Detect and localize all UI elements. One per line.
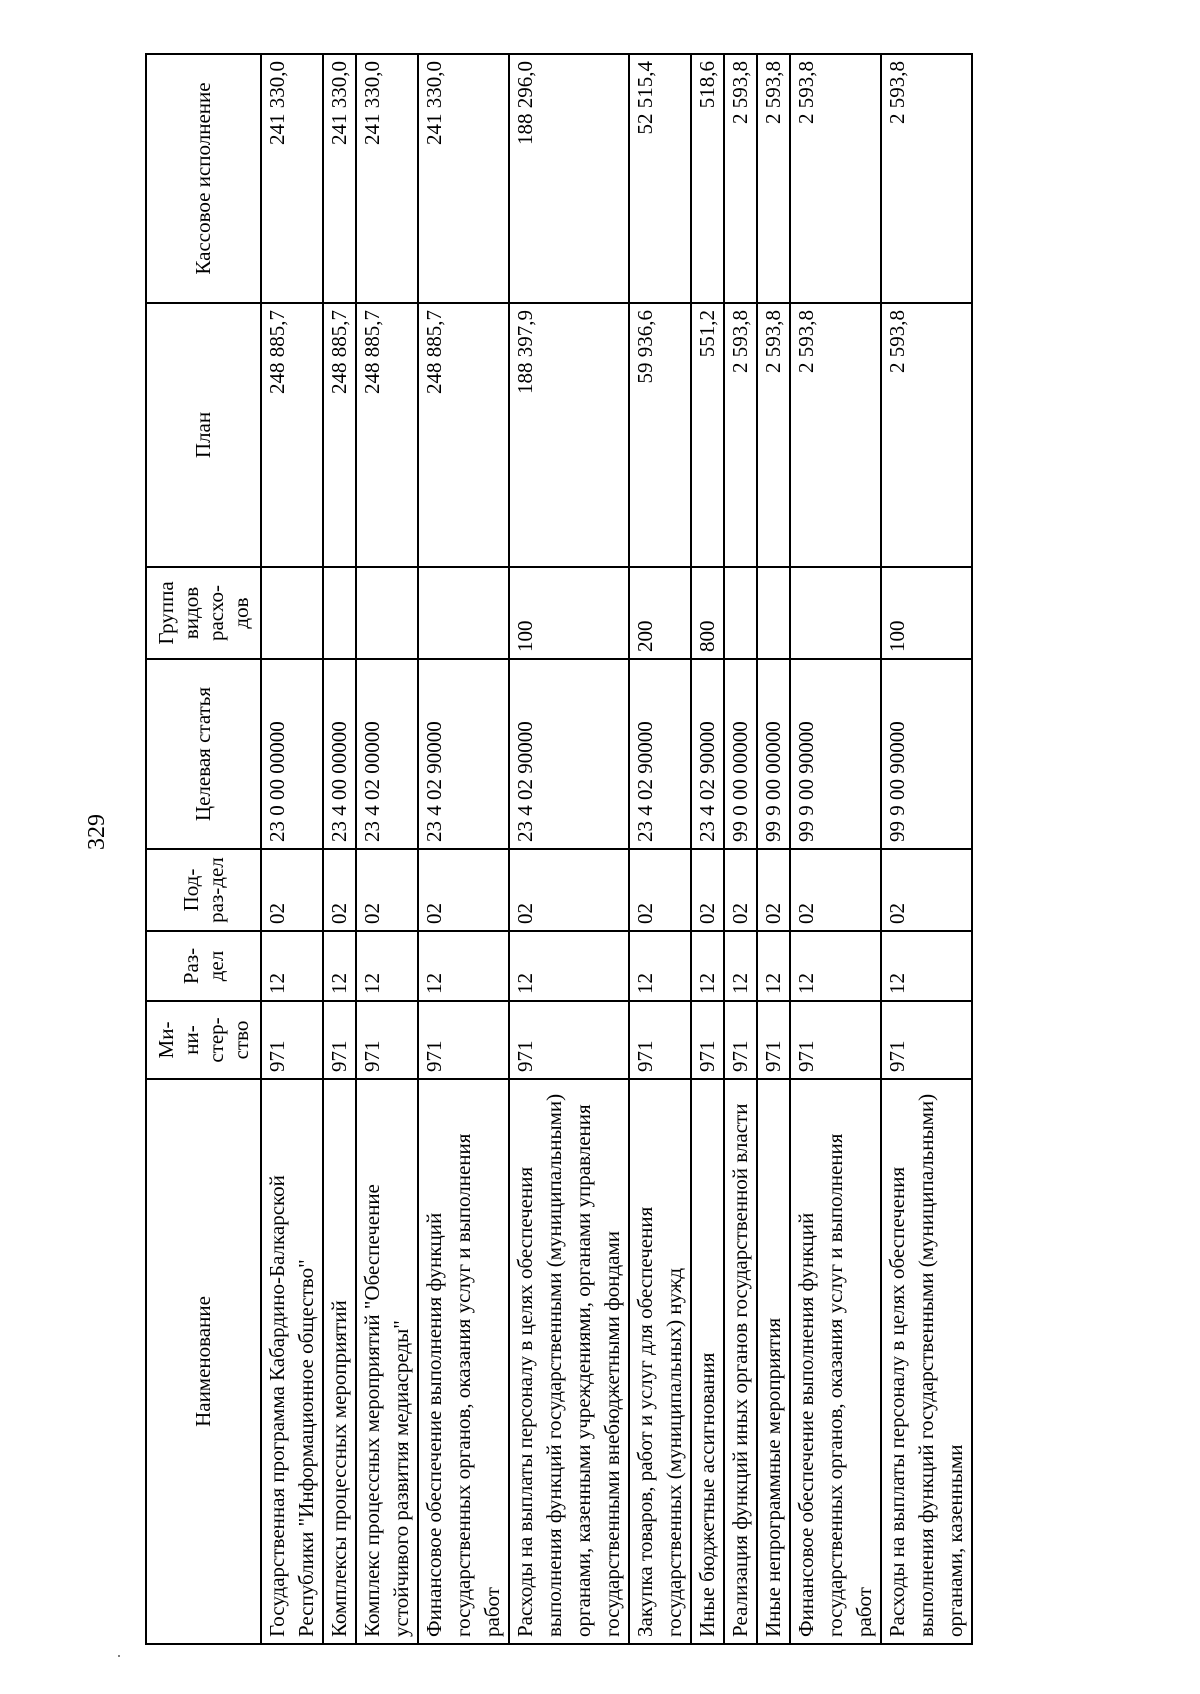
- header-target: Целевая статья: [146, 659, 261, 849]
- page-number: 329: [84, 814, 110, 850]
- cell-razdel: 12: [790, 931, 881, 1001]
- cell-name: Финансовое обеспечение выполнения функций государственных органов, оказания услуг и выполнения работ: [790, 1079, 881, 1644]
- cell-ministry: 971: [629, 1001, 691, 1079]
- cell-execution: 2 593,8: [757, 54, 790, 303]
- cell-execution: 241 330,0: [418, 54, 509, 303]
- cell-target: 99 9 00 90000: [790, 659, 881, 849]
- cell-name: Комплекс процессных мероприятий "Обеспечение устойчивого развития медиасреды": [356, 1079, 418, 1644]
- header-razdel: Раз-дел: [146, 931, 261, 1001]
- rotated-table-frame: [145, 55, 1045, 1645]
- cell-plan: 2 593,8: [724, 303, 757, 567]
- cell-name: Расходы на выплаты персоналу в целях обеспечения выполнения функций государственными (муниципальными) органами, казенными учреждениями, органами управления государственными внебюджетными фондами: [509, 1079, 629, 1644]
- cell-razdel: 12: [881, 931, 972, 1001]
- cell-razdel: 12: [629, 931, 691, 1001]
- cell-target: 23 4 02 90000: [691, 659, 724, 849]
- cell-group: [418, 567, 509, 659]
- cell-execution: 241 330,0: [356, 54, 418, 303]
- cell-name: Иные непрограммные мероприятия: [757, 1079, 790, 1644]
- cell-group: 100: [509, 567, 629, 659]
- cell-target: 23 4 00 00000: [323, 659, 356, 849]
- header-ministry: Ми-ни-стер-ство: [146, 1001, 261, 1079]
- budget-table-container: [145, 55, 1045, 1645]
- cell-razdel: 12: [509, 931, 629, 1001]
- cell-ministry: 971: [790, 1001, 881, 1079]
- cell-plan: 59 936,6: [629, 303, 691, 567]
- cell-ministry: 971: [261, 1001, 323, 1079]
- cell-name: Комплексы процессных мероприятий: [323, 1079, 356, 1644]
- cell-execution: 518,6: [691, 54, 724, 303]
- cell-name: Закупка товаров, работ и услуг для обеспечения государственных (муниципальных) нужд: [629, 1079, 691, 1644]
- cell-name: Реализация функций иных органов государственной власти: [724, 1079, 757, 1644]
- cell-target: 99 9 00 90000: [881, 659, 972, 849]
- cell-group: [724, 567, 757, 659]
- cell-group: [323, 567, 356, 659]
- cell-target: 23 0 00 00000: [261, 659, 323, 849]
- cell-ministry: 971: [881, 1001, 972, 1079]
- cell-ministry: 971: [757, 1001, 790, 1079]
- table-row: [418, 54, 509, 1644]
- cell-group: [790, 567, 881, 659]
- cell-razdel: 12: [691, 931, 724, 1001]
- table-row: [629, 54, 691, 1644]
- cell-name: Иные бюджетные ассигнования: [691, 1079, 724, 1644]
- cell-group: [261, 567, 323, 659]
- cell-podrazdel: 02: [418, 849, 509, 931]
- cell-podrazdel: 02: [629, 849, 691, 931]
- cell-podrazdel: 02: [691, 849, 724, 931]
- cell-podrazdel: 02: [757, 849, 790, 931]
- cell-plan: 551,2: [691, 303, 724, 567]
- table-header: [146, 54, 261, 1644]
- cell-razdel: 12: [323, 931, 356, 1001]
- table-row: [261, 54, 323, 1644]
- cell-group: [356, 567, 418, 659]
- table-row: [757, 54, 790, 1644]
- cell-podrazdel: 02: [356, 849, 418, 931]
- cell-plan: 2 593,8: [881, 303, 972, 567]
- cell-group: 100: [881, 567, 972, 659]
- cell-plan: 248 885,7: [261, 303, 323, 567]
- cell-target: 23 4 02 90000: [509, 659, 629, 849]
- header-group: Группа видов расхо-дов: [146, 567, 261, 659]
- cell-name: Финансовое обеспечение выполнения функций государственных органов, оказания услуг и выполнения работ: [418, 1079, 509, 1644]
- cell-podrazdel: 02: [790, 849, 881, 931]
- table-row: [691, 54, 724, 1644]
- cell-name: Расходы на выплаты персоналу в целях обеспечения выполнения функций государственными (муниципальными) органами, казенными: [881, 1079, 972, 1644]
- cell-target: 23 4 02 90000: [629, 659, 691, 849]
- cell-execution: 241 330,0: [261, 54, 323, 303]
- cell-podrazdel: 02: [724, 849, 757, 931]
- table-row: [509, 54, 629, 1644]
- cell-razdel: 12: [356, 931, 418, 1001]
- cell-target: 23 4 02 90000: [418, 659, 509, 849]
- header-podrazdel: Под-раз-дел: [146, 849, 261, 931]
- cell-execution: 2 593,8: [881, 54, 972, 303]
- cell-ministry: 971: [323, 1001, 356, 1079]
- cell-plan: 248 885,7: [356, 303, 418, 567]
- scan-speck: [118, 1655, 120, 1657]
- table-row: [881, 54, 972, 1644]
- cell-target: 99 0 00 00000: [724, 659, 757, 849]
- cell-ministry: 971: [724, 1001, 757, 1079]
- cell-podrazdel: 02: [509, 849, 629, 931]
- table-row: [356, 54, 418, 1644]
- cell-target: 23 4 02 00000: [356, 659, 418, 849]
- cell-podrazdel: 02: [261, 849, 323, 931]
- header-row: [146, 54, 261, 1644]
- table-row: [323, 54, 356, 1644]
- cell-razdel: 12: [418, 931, 509, 1001]
- table-row: [790, 54, 881, 1644]
- cell-ministry: 971: [418, 1001, 509, 1079]
- cell-group: 200: [629, 567, 691, 659]
- cell-ministry: 971: [509, 1001, 629, 1079]
- cell-razdel: 12: [724, 931, 757, 1001]
- cell-plan: 188 397,9: [509, 303, 629, 567]
- cell-podrazdel: 02: [323, 849, 356, 931]
- cell-ministry: 971: [356, 1001, 418, 1079]
- cell-ministry: 971: [691, 1001, 724, 1079]
- cell-group: [757, 567, 790, 659]
- cell-razdel: 12: [757, 931, 790, 1001]
- cell-execution: 52 515,4: [629, 54, 691, 303]
- header-execution: Кассовое исполнение: [146, 54, 261, 303]
- cell-name: Государственная программа Кабардино-Балкарской Республики "Информационное общество": [261, 1079, 323, 1644]
- cell-podrazdel: 02: [881, 849, 972, 931]
- cell-execution: 188 296,0: [509, 54, 629, 303]
- cell-target: 99 9 00 00000: [757, 659, 790, 849]
- cell-execution: 2 593,8: [790, 54, 881, 303]
- table-row: [724, 54, 757, 1644]
- cell-plan: 2 593,8: [757, 303, 790, 567]
- budget-table: [145, 53, 973, 1645]
- cell-execution: 2 593,8: [724, 54, 757, 303]
- cell-razdel: 12: [261, 931, 323, 1001]
- cell-execution: 241 330,0: [323, 54, 356, 303]
- cell-plan: 248 885,7: [418, 303, 509, 567]
- header-plan: План: [146, 303, 261, 567]
- cell-plan: 2 593,8: [790, 303, 881, 567]
- table-body: [261, 54, 972, 1644]
- cell-group: 800: [691, 567, 724, 659]
- header-name: Наименование: [146, 1079, 261, 1644]
- cell-plan: 248 885,7: [323, 303, 356, 567]
